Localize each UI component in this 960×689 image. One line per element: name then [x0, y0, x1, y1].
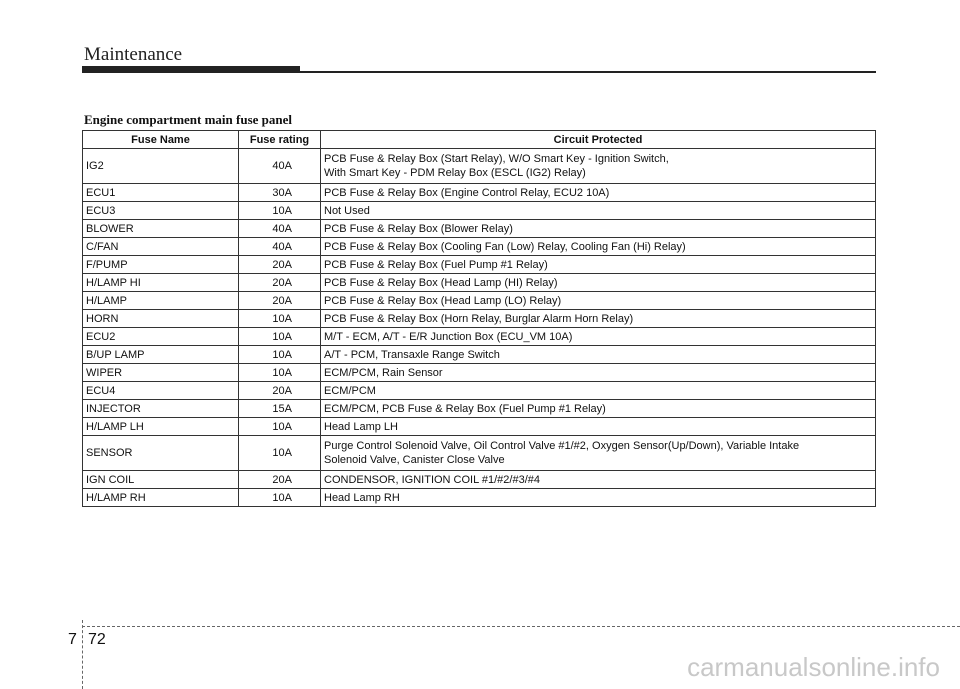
fuse-name-cell: H/LAMP LH	[83, 418, 239, 436]
fuse-rating-cell: 20A	[239, 292, 321, 310]
circuit-protected-cell	[321, 400, 876, 418]
table-row	[83, 310, 876, 328]
table-row	[83, 256, 876, 274]
table-row	[83, 202, 876, 220]
fuse-name-cell: C/FAN	[83, 238, 239, 256]
fuse-name-cell: SENSOR	[83, 436, 239, 471]
table-row	[83, 292, 876, 310]
section-title: Engine compartment main fuse panel	[84, 112, 292, 127]
fuse-rating-cell: 20A	[239, 256, 321, 274]
circuit-line: PCB Fuse & Relay Box (Cooling Fan (Low) Relay, Cooling Fan (Hi) Relay)	[324, 240, 686, 253]
fuse-name-cell: ECU1	[83, 184, 239, 202]
circuit-line: PCB Fuse & Relay Box (Engine Control Relay, ECU2 10A)	[324, 186, 610, 199]
circuit-protected-cell	[321, 256, 876, 274]
circuit-line: PCB Fuse & Relay Box (Fuel Pump #1 Relay)	[324, 258, 548, 271]
fuse-name-cell: H/LAMP HI	[83, 274, 239, 292]
circuit-protected-cell	[321, 202, 876, 220]
table-row	[83, 471, 876, 489]
table-row	[83, 220, 876, 238]
watermark: carmanualsonline.info	[687, 652, 940, 682]
table-row	[83, 184, 876, 202]
fuse-rating-cell: 10A	[239, 489, 321, 507]
circuit-line: PCB Fuse & Relay Box (Start Relay), W/O Smart Key - Ignition Switch,	[324, 153, 669, 165]
fuse-name-cell: BLOWER	[83, 220, 239, 238]
circuit-protected-cell	[321, 436, 876, 471]
table-row	[83, 238, 876, 256]
fuse-name-cell: IGN COIL	[83, 471, 239, 489]
fuse-rating-cell: 20A	[239, 471, 321, 489]
fuse-name-cell: H/LAMP RH	[83, 489, 239, 507]
circuit-line: ECM/PCM, Rain Sensor	[324, 366, 443, 379]
circuit-protected-cell	[321, 238, 876, 256]
circuit-line: PCB Fuse & Relay Box (Horn Relay, Burglar Alarm Horn Relay)	[324, 312, 634, 325]
table-row	[83, 382, 876, 400]
table-row	[83, 400, 876, 418]
circuit-line: With Smart Key - PDM Relay Box (ESCL (IG2) Relay)	[324, 167, 586, 179]
circuit-protected-cell	[321, 346, 876, 364]
fuse-name-cell: B/UP LAMP	[83, 346, 239, 364]
fuse-name-cell: ECU4	[83, 382, 239, 400]
table-row	[83, 274, 876, 292]
fuse-name-cell: ECU3	[83, 202, 239, 220]
circuit-line: PCB Fuse & Relay Box (Blower Relay)	[324, 222, 513, 235]
column-header-fuse-rating: Fuse rating	[239, 131, 321, 149]
circuit-protected-cell	[321, 292, 876, 310]
fuse-rating-cell: 10A	[239, 436, 321, 471]
fuse-rating-cell: 10A	[239, 346, 321, 364]
circuit-line: CONDENSOR, IGNITION COIL #1/#2/#3/#4	[324, 473, 540, 486]
page-number: 72	[88, 631, 106, 648]
table-header-row	[83, 131, 876, 149]
fuse-rating-cell: 10A	[239, 310, 321, 328]
circuit-line: M/T - ECM, A/T - E/R Junction Box (ECU_VM 10A)	[324, 330, 573, 343]
fuse-rating-cell: 40A	[239, 238, 321, 256]
fuse-name-cell: HORN	[83, 310, 239, 328]
circuit-line: Head Lamp RH	[324, 491, 400, 504]
fuse-rating-cell: 20A	[239, 382, 321, 400]
fuse-table	[82, 130, 876, 507]
fuse-rating-cell: 40A	[239, 149, 321, 184]
circuit-line: ECM/PCM	[324, 384, 376, 397]
fuse-name-cell: F/PUMP	[83, 256, 239, 274]
fuse-rating-cell: 10A	[239, 328, 321, 346]
circuit-line: PCB Fuse & Relay Box (Head Lamp (HI) Relay)	[324, 276, 558, 289]
circuit-line: ECM/PCM, PCB Fuse & Relay Box (Fuel Pump #1 Relay)	[324, 402, 606, 415]
column-header-circuit-protected: Circuit Protected	[321, 131, 876, 149]
table-row	[83, 328, 876, 346]
table-row	[83, 418, 876, 436]
chapter-number: 7	[68, 631, 77, 648]
fuse-rating-cell: 30A	[239, 184, 321, 202]
circuit-protected-cell	[321, 489, 876, 507]
circuit-line: Head Lamp LH	[324, 420, 398, 433]
table-row	[83, 436, 876, 471]
column-header-fuse-name: Fuse Name	[83, 131, 239, 149]
table-row	[83, 346, 876, 364]
page-header-title: Maintenance	[84, 44, 183, 65]
circuit-protected-cell	[321, 328, 876, 346]
circuit-protected-cell	[321, 382, 876, 400]
table-row	[83, 364, 876, 382]
fuse-name-cell: INJECTOR	[83, 400, 239, 418]
circuit-protected-cell	[321, 418, 876, 436]
header-rule-thick	[82, 66, 300, 73]
circuit-protected-cell	[321, 220, 876, 238]
fuse-rating-cell: 40A	[239, 220, 321, 238]
fuse-rating-cell: 20A	[239, 274, 321, 292]
circuit-protected-cell	[321, 149, 876, 184]
circuit-protected-cell	[321, 471, 876, 489]
table-row	[83, 149, 876, 184]
circuit-protected-cell	[321, 310, 876, 328]
fuse-name-cell: H/LAMP	[83, 292, 239, 310]
circuit-protected-cell	[321, 364, 876, 382]
page-corner-line-vertical	[82, 620, 83, 689]
fuse-name-cell: IG2	[83, 149, 239, 184]
fuse-name-cell: WIPER	[83, 364, 239, 382]
circuit-line: A/T - PCM, Transaxle Range Switch	[324, 348, 500, 361]
fuse-rating-cell: 10A	[239, 364, 321, 382]
circuit-line: Not Used	[324, 204, 370, 217]
circuit-line: PCB Fuse & Relay Box (Head Lamp (LO) Relay)	[324, 294, 562, 307]
fuse-rating-cell: 15A	[239, 400, 321, 418]
table-row	[83, 489, 876, 507]
circuit-line: Solenoid Valve, Canister Close Valve	[324, 454, 505, 466]
page-corner-line-horizontal	[82, 626, 960, 627]
fuse-rating-cell: 10A	[239, 418, 321, 436]
circuit-line: Purge Control Solenoid Valve, Oil Control Valve #1/#2, Oxygen Sensor(Up/Down), Variable Intake	[324, 440, 800, 452]
fuse-rating-cell: 10A	[239, 202, 321, 220]
circuit-protected-cell	[321, 274, 876, 292]
fuse-table-body	[83, 149, 876, 507]
circuit-protected-cell	[321, 184, 876, 202]
fuse-name-cell: ECU2	[83, 328, 239, 346]
header-rule-thin	[300, 71, 876, 73]
